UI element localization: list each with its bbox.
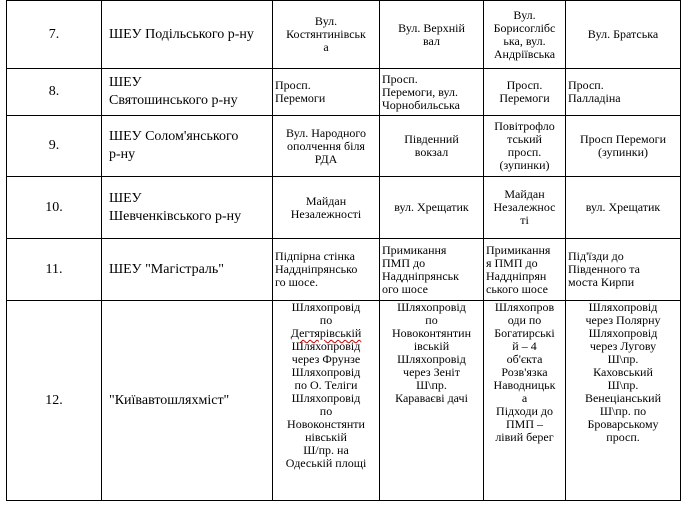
address-cell: Майдан Незалежнос ті [484, 177, 566, 239]
address-cell: Примикання я ПМП до Наддніпрян ського шосе [484, 239, 566, 301]
address-cell: Примикання ПМП до Наддніпрянськ ого шосе [380, 239, 484, 301]
organization-name: ШЕУ "Магістраль" [102, 239, 273, 301]
row-number: 10. [7, 177, 102, 239]
address-cell: Шляхопровід по Новоконтянтин івській Шляхопровід через Зеніт Ш\пр. Караваєві дачі [380, 301, 484, 501]
table-row [7, 239, 681, 301]
address-cell: Повітрофло тський просп. (зупинки) [484, 116, 566, 177]
address-text: Шляхопровід по [291, 300, 361, 327]
address-cell: Просп Перемоги (зупинки) [566, 116, 681, 177]
address-cell: Просп. Перемоги [273, 69, 380, 116]
organization-name: ШЕУ Святошинського р-ну [102, 69, 273, 116]
table-row [7, 301, 681, 501]
organization-name: ШЕУ Солом'янського р-ну [102, 116, 273, 177]
row-number: 8. [7, 69, 102, 116]
address-cell [273, 301, 380, 501]
table-row [7, 116, 681, 177]
address-cell: Майдан Незалежності [273, 177, 380, 239]
organization-name: ШЕУ Подільського р-ну [102, 1, 273, 69]
address-cell: Південний вокзал [380, 116, 484, 177]
table-row [7, 69, 681, 116]
organization-name: ШЕУ Шевченківського р-ну [102, 177, 273, 239]
road-objects-table [6, 0, 681, 501]
address-cell: Шляхопровід через Полярну Шляхопровід через Лугову Ш\пр. Каховський Ш\пр. Венеціанський Ш\пр. по Броварському просп. [566, 301, 681, 501]
address-cell: Вул. Борисоглібс ька, вул. Андріївська [484, 1, 566, 69]
address-text: Шляхопровід через Фрунзе Шляхопровід по О. Теліги Шляхопровід по Новоконстянти нівській Ш/пр. на Одеській площі [285, 339, 367, 470]
address-cell: вул. Хрещатик [380, 177, 484, 239]
row-number: 11. [7, 239, 102, 301]
address-cell: Просп. Палладіна [566, 69, 681, 116]
address-cell: Просп. Перемоги [484, 69, 566, 116]
address-cell: Шляхопров оди по Богатирські й – 4 об'єкта Розв'язка Наводницьк а Підходи до ПМП – лівий берег [484, 301, 566, 501]
address-cell: Під'їзди до Південного та моста Кирпи [566, 239, 681, 301]
table-row [7, 1, 681, 69]
table-row [7, 177, 681, 239]
row-number: 7. [7, 1, 102, 69]
spellcheck-underlined-word: Дегтярівській [290, 326, 362, 340]
address-cell: Вул. Народного ополчення біля РДА [273, 116, 380, 177]
row-number: 12. [7, 301, 102, 501]
address-cell: Просп. Перемоги, вул. Чорнобильська [380, 69, 484, 116]
row-number: 9. [7, 116, 102, 177]
organization-name: "Київавтошляхміст" [102, 301, 273, 501]
address-cell: Вул. Костянтинівськ а [273, 1, 380, 69]
address-cell: Підпірна стінка Наддніпрянсько го шосе. [273, 239, 380, 301]
address-cell: Вул. Братська [566, 1, 681, 69]
address-cell: вул. Хрещатик [566, 177, 681, 239]
address-cell: Вул. Верхній вал [380, 1, 484, 69]
